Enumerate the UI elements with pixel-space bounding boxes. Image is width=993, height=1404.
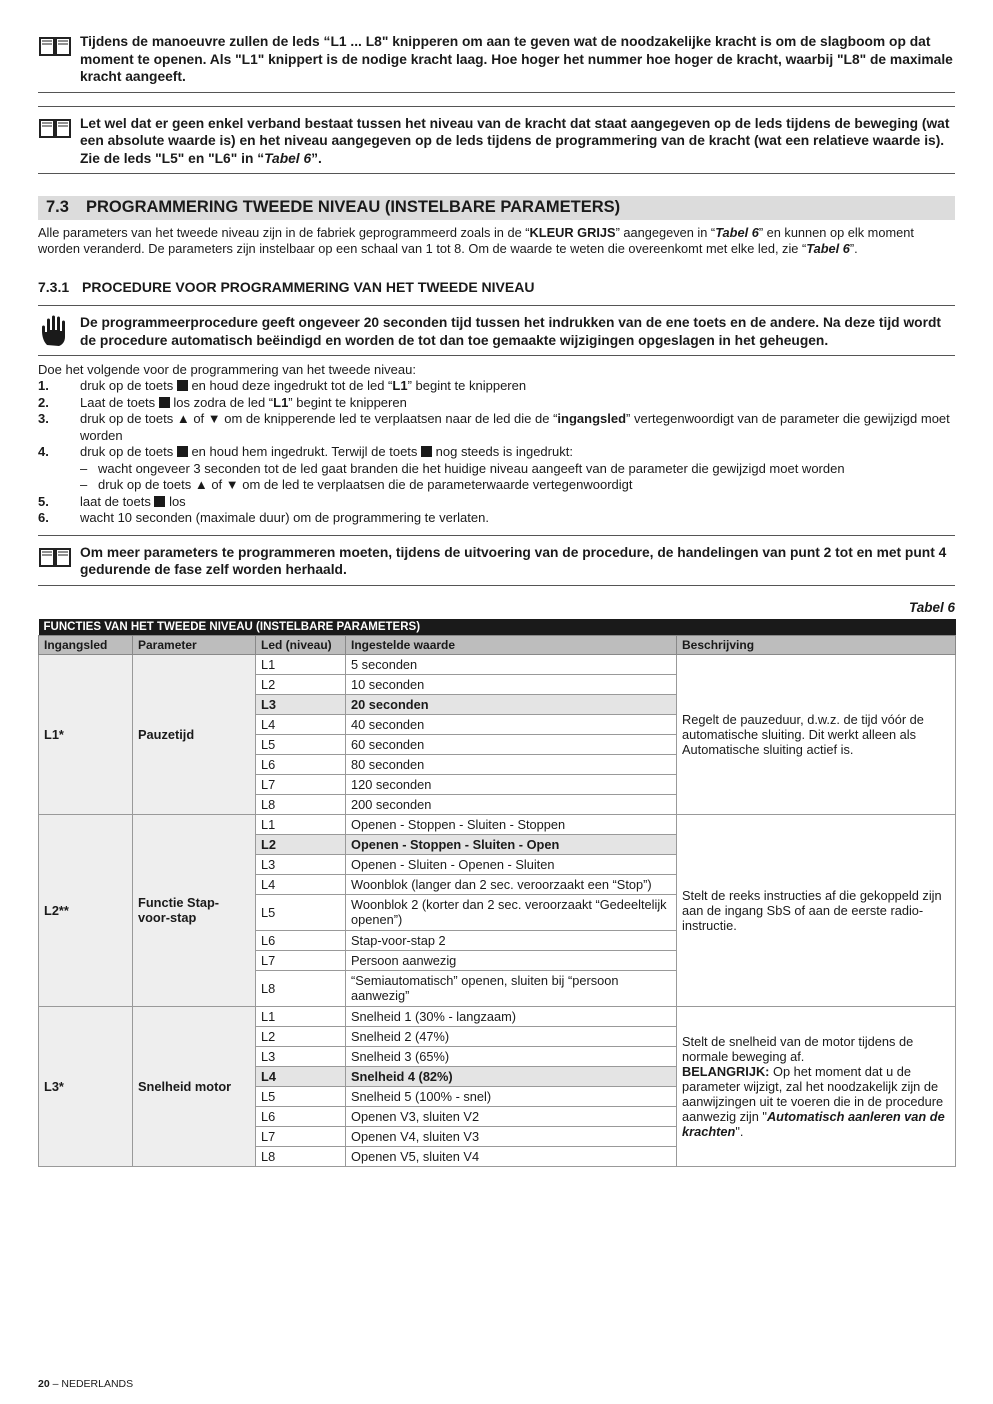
step-item [38, 510, 955, 527]
led-level-cell: L2 [256, 1026, 346, 1046]
note-text: Om meer parameters te programmeren moeten, tijdens de uitvoering van de procedure, de handelingen van punt 2 tot en met punt 4 gedurende de fase zelf worden herhaald. [80, 544, 947, 577]
step-number: 1. [38, 378, 49, 393]
led-level-cell: L4 [256, 874, 346, 894]
table-label: Tabel 6 [908, 599, 955, 615]
step-text: en houd hem ingedrukt. Terwijl de toets [187, 444, 422, 459]
value-cell: Openen V3, sluiten V2 [346, 1106, 677, 1126]
step-text: nog steeds is ingedrukt: [432, 444, 573, 459]
led-level-cell: L2 [256, 674, 346, 694]
value-cell: Snelheid 4 (82%) [346, 1066, 677, 1086]
value-cell: Stap-voor-stap 2 [346, 930, 677, 950]
description-emphasis: Automatisch aanleren van de krachten [682, 1108, 945, 1139]
steps-intro: Doe het volgende voor de programmering van het tweede niveau: [38, 362, 416, 377]
button-square-icon [177, 380, 188, 391]
note-text-part: ”. [311, 150, 322, 166]
value-cell: 60 seconden [346, 734, 677, 754]
description-cell: Regelt de pauzeduur, d.w.z. de tijd vóór de automatische sluiting. Dit werkt alleen als Automatische sluiting actief is. [677, 654, 956, 814]
info-note-3 [38, 535, 955, 586]
step-item [38, 444, 955, 461]
step-item [38, 395, 955, 412]
led-level-cell: L6 [256, 1106, 346, 1126]
warning-note [38, 305, 955, 356]
step-text: Laat de toets [80, 394, 159, 410]
led-level-cell: L7 [256, 774, 346, 794]
value-cell: 20 seconden [346, 694, 677, 714]
led-level-cell: L8 [256, 794, 346, 814]
dash-bullet: – [80, 460, 88, 476]
step-text: los zodra de led “ [169, 394, 274, 410]
section-title: PROGRAMMERING TWEEDE NIVEAU (INSTELBARE PARAMETERS) [86, 198, 621, 216]
subsection-number: 7.3.1 [38, 279, 70, 295]
parameters-table [38, 619, 956, 1167]
parameter-cell: Snelheid motor [133, 1006, 256, 1166]
led-level-cell: L3 [256, 854, 346, 874]
step-text: wacht 10 seconden (maximale duur) om de programmering te verlaten. [80, 510, 489, 525]
subsection-title: PROCEDURE VOOR PROGRAMMERING VAN HET TWEEDE NIVEAU [82, 279, 535, 295]
value-cell: 10 seconden [346, 674, 677, 694]
value-cell: Openen - Stoppen - Sluiten - Open [346, 834, 677, 854]
step-text: druk op de toets ▲ of ▼ om de knipperende led te verplaatsen naar de led die de “ [80, 411, 558, 426]
led-level-cell: L5 [256, 894, 346, 930]
page-footer [38, 1378, 133, 1390]
footer-language: – NEDERLANDS [49, 1378, 134, 1390]
step-item [38, 411, 955, 444]
intro-text: Alle parameters van het tweede niveau zijn in de fabriek geprogrammeerd zoals in de “ [38, 225, 530, 240]
parameter-cell: Functie Stap-voor-stap [133, 814, 256, 1006]
substep-item [38, 461, 955, 478]
value-cell: 200 seconden [346, 794, 677, 814]
description-cell: Stelt de reeks instructies af die gekoppeld zijn aan de ingang SbS of aan de eerste radio-instructie. [677, 814, 956, 1006]
steps-list [38, 378, 955, 527]
book-icon [38, 545, 72, 569]
table-caption: FUNCTIES VAN HET TWEEDE NIVEAU (INSTELBARE PARAMETERS) [39, 619, 956, 636]
step-text: ” begint te knipperen [407, 378, 527, 393]
table-row [39, 654, 956, 674]
value-cell: 5 seconden [346, 654, 677, 674]
description-text: ". [735, 1123, 744, 1139]
value-cell: “Semiautomatisch” openen, sluiten bij “persoon aanwezig” [346, 970, 677, 1006]
value-cell: Openen V5, sluiten V4 [346, 1146, 677, 1166]
led-level-cell: L3 [256, 694, 346, 714]
table-reference: Tabel 6 [715, 225, 759, 240]
led-level-cell: L6 [256, 754, 346, 774]
book-icon [38, 34, 72, 58]
step-number: 2. [38, 394, 49, 410]
step-item [38, 378, 955, 395]
led-level-cell: L2 [256, 834, 346, 854]
page-number: 20 [38, 1378, 50, 1390]
step-text: laat de toets [80, 493, 155, 509]
step-text: druk op de toets [80, 444, 177, 459]
led-level-cell: L5 [256, 734, 346, 754]
button-square-icon [159, 397, 170, 408]
step-text: wacht ongeveer 3 seconden tot de led gaat branden die het huidige niveau aangeeft van de parameter die gewijzigd moet worden [98, 460, 845, 476]
step-bold: L1 [273, 394, 289, 410]
column-header: Ingestelde waarde [346, 635, 677, 654]
description-text: Stelt de snelheid van de motor tijdens de normale beweging af. [682, 1033, 914, 1064]
table-reference: Tabel 6 [264, 150, 312, 166]
info-note-2 [38, 106, 955, 175]
value-cell: 80 seconden [346, 754, 677, 774]
step-number: 4. [38, 444, 49, 459]
section-intro [38, 225, 955, 257]
table-row [39, 1006, 956, 1026]
description-text: Op het moment dat u de parameter wijzigt, zal het noodzakelijk zijn de aanwijzingen uit te voeren die in de procedure aanwezig zijn " [682, 1063, 944, 1124]
led-level-cell: L1 [256, 814, 346, 834]
value-cell: 120 seconden [346, 774, 677, 794]
value-cell: Snelheid 3 (65%) [346, 1046, 677, 1066]
value-cell: Woonblok (langer dan 2 sec. veroorzaakt een “Stop”) [346, 874, 677, 894]
value-cell: Persoon aanwezig [346, 950, 677, 970]
input-led-cell: L1* [39, 654, 133, 814]
step-text: los [165, 493, 186, 509]
step-number: 6. [38, 510, 49, 525]
led-level-cell: L1 [256, 1006, 346, 1026]
button-square-icon [421, 446, 432, 457]
value-cell: Snelheid 1 (30% - langzaam) [346, 1006, 677, 1026]
value-cell: Openen V4, sluiten V3 [346, 1126, 677, 1146]
description-cell [677, 1006, 956, 1166]
column-header: Parameter [133, 635, 256, 654]
input-led-cell: L2** [39, 814, 133, 1006]
warning-text: De programmeerprocedure geeft ongeveer 20 seconden tijd tussen het indrukken van de ene toets en de andere. Na deze tijd wordt de procedure automatisch beëindigd en worden de tot dan toe gemaakte wijzigingen opgeslagen in het geheugen. [80, 315, 941, 348]
value-cell: Snelheid 5 (100% - snel) [346, 1086, 677, 1106]
led-level-cell: L6 [256, 930, 346, 950]
section-heading [38, 196, 955, 220]
button-square-icon [177, 446, 188, 457]
step-number: 3. [38, 411, 49, 426]
value-cell: Openen - Stoppen - Sluiten - Stoppen [346, 814, 677, 834]
substep-item [38, 477, 955, 494]
intro-text: ” aangegeven in “ [615, 225, 716, 240]
led-level-cell: L4 [256, 714, 346, 734]
input-led-cell: L3* [39, 1006, 133, 1166]
led-level-cell: L3 [256, 1046, 346, 1066]
led-level-cell: L5 [256, 1086, 346, 1106]
info-note-1 [38, 33, 955, 93]
table-reference: Tabel 6 [806, 241, 850, 256]
step-text: en houd deze ingedrukt tot de led “ [187, 378, 393, 393]
led-level-cell: L8 [256, 1146, 346, 1166]
subsection-heading [38, 279, 955, 295]
step-text: ” vertegenwoordigt van de parameter die gewijzigd moet worden [80, 411, 950, 443]
intro-bold: KLEUR GRIJS [529, 225, 616, 240]
led-level-cell: L7 [256, 1126, 346, 1146]
value-cell: 40 seconden [346, 714, 677, 734]
parameter-cell: Pauzetijd [133, 654, 256, 814]
step-number: 5. [38, 493, 49, 509]
column-header: Beschrijving [677, 635, 956, 654]
value-cell: Snelheid 2 (47%) [346, 1026, 677, 1046]
note-text [80, 115, 955, 168]
dash-bullet: – [80, 477, 88, 492]
led-level-cell: L8 [256, 970, 346, 1006]
led-level-cell: L1 [256, 654, 346, 674]
value-cell: Openen - Sluiten - Openen - Sluiten [346, 854, 677, 874]
section-number: 7.3 [46, 198, 69, 216]
description-bold: BELANGRIJK: [682, 1063, 770, 1079]
step-text: ” begint te knipperen [288, 394, 407, 410]
step-item [38, 494, 955, 511]
step-text: druk op de toets ▲ of ▼ om de led te verplaatsen die de parameterwaarde vertegenwoordigt [98, 477, 633, 492]
column-header: Ingangsled [39, 635, 133, 654]
value-cell: Woonblok 2 (korter dan 2 sec. veroorzaakt “Gedeeltelijk openen”) [346, 894, 677, 930]
led-level-cell: L4 [256, 1066, 346, 1086]
note-text: Tijdens de manoeuvre zullen de leds “L1 ... L8" knipperen om aan te geven wat de noodzakelijke kracht is om de slagboom op dat moment te openen. Als "L1" knippert is de nodige kracht laag. Hoe hoger het nummer hoe hoger de kracht, waarbij "L8" de maximale kracht aangeeft. [80, 34, 953, 84]
book-icon [38, 116, 72, 140]
column-header: Led (niveau) [256, 635, 346, 654]
button-square-icon [154, 496, 165, 507]
step-text: druk op de toets [80, 378, 177, 393]
step-bold: ingangsled [557, 411, 627, 426]
led-level-cell: L7 [256, 950, 346, 970]
note-text-part: Let wel dat er geen enkel verband bestaat tussen het niveau van de kracht dat staat aangegeven op de leds tijdens de beweging (wat een absolute waarde is) en het niveau aangegeven op de leds tijdens de programmering van de kracht (wat een relatieve waarde is). Zie de leds "L5" en "L6" in “ [80, 115, 950, 166]
hand-stop-icon [38, 315, 72, 349]
table-body [39, 654, 956, 1166]
intro-text: ”. [849, 241, 858, 256]
page [38, 33, 955, 1167]
step-bold: L1 [392, 378, 408, 393]
intro-text: ” en kunnen op elk moment worden veranderd. De parameters zijn instelbaar op een schaal van 1 tot 8. Om de waarde te weten die overeenkomt met elke led, zie “ [38, 225, 914, 256]
table-row [39, 814, 956, 834]
